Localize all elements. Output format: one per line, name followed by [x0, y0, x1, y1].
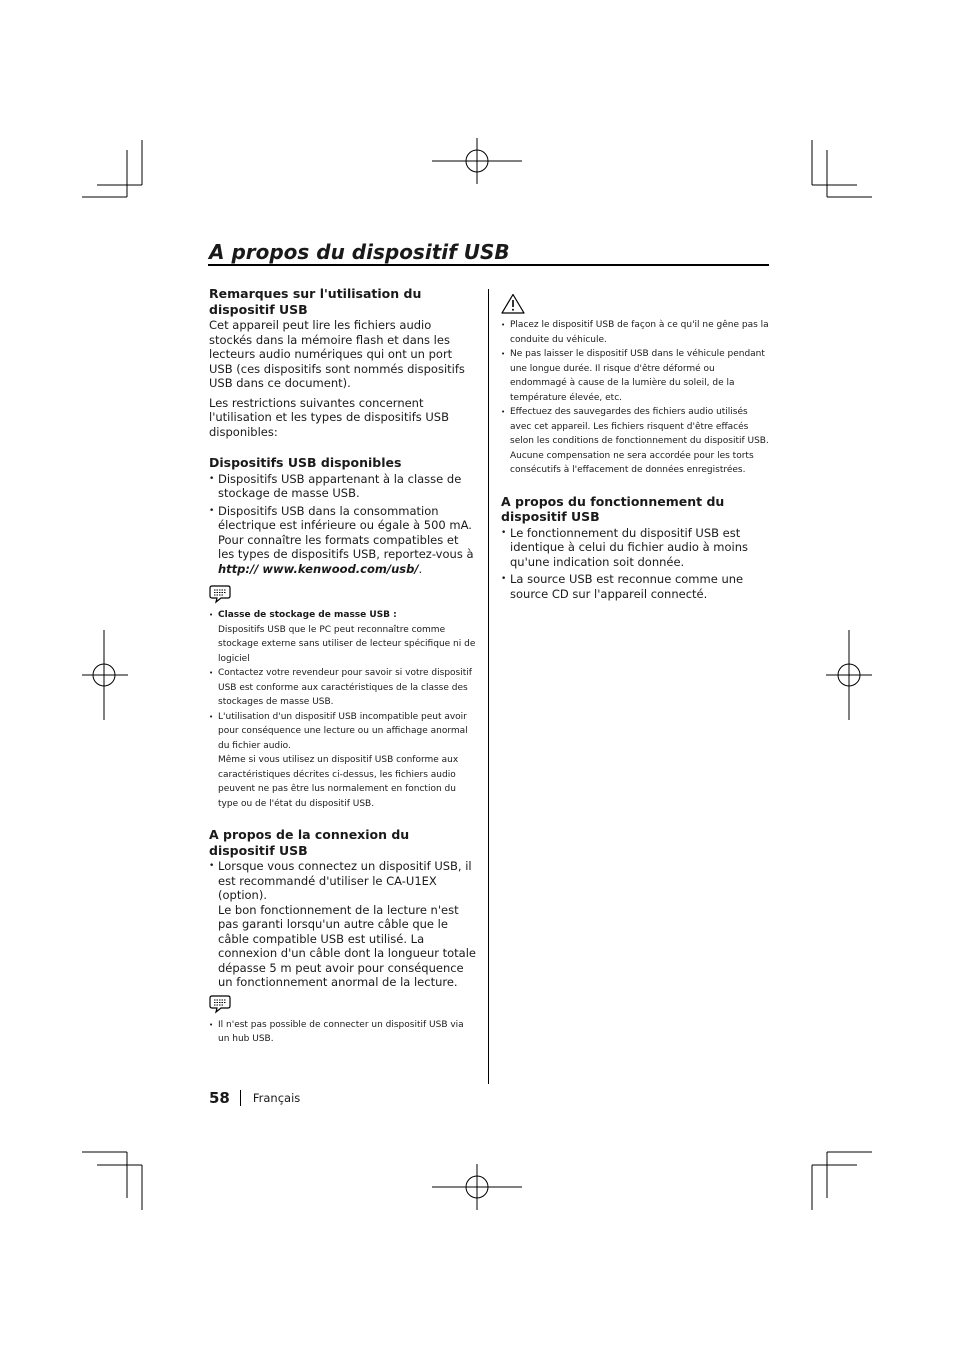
list-item: • La source USB est reconnue comme une source CD sur l'appareil connecté.	[501, 572, 769, 601]
registration-crosshair-icon	[432, 138, 522, 184]
remarks-section	[209, 286, 476, 439]
list-item: • L'utilisation d'un dispositif USB incompatible peut avoir pour conséquence une lecture ou un affichage anormal du fichier audio. Même si vous utilisez un dispositif USB conforme aux caractéristiques décrites ci-dessus, les fichiers audio peuvent ne pas être lus normalement en fonction du type ou de l'état du dispositif USB.	[209, 710, 476, 812]
remarks-paragraph: Cet appareil peut lire les fichiers audio stockés dans la mémoire flash et dans les lecteurs audio numériques qui ont un port USB (ces dispositifs sont nommés dispositifs USB dans ce document).	[209, 318, 465, 390]
remarks-heading: Remarques sur l'utilisation du dispositif USB	[209, 286, 422, 317]
operation-heading: A propos du fonctionnement du dispositif USB	[501, 493, 725, 524]
column-divider	[488, 289, 489, 1084]
crop-mark-icon	[82, 140, 142, 197]
crop-mark-icon	[812, 140, 872, 197]
connection-section	[209, 827, 476, 990]
page-number: 58	[209, 1089, 230, 1107]
right-column	[501, 293, 769, 604]
operation-list	[501, 526, 769, 602]
page-title: A propos du dispositif USB	[209, 240, 510, 264]
list-item: • Dispositifs USB appartenant à la classe de stockage de masse USB.	[209, 472, 476, 501]
notes-list	[209, 608, 476, 811]
list-item: • Lorsque vous connectez un dispositif USB, il est recommandé d'utiliser le CA-U1EX (option). Le bon fonctionnement de la lecture n'est pas garanti lorsqu'un autre câble que le câble compatible USB est utilisé. La connexion d'un câble dont la longueur totale dépasse 5 m peut avoir pour conséquence un fonctionnement anormal de la lecture.	[209, 859, 476, 990]
available-list	[209, 472, 476, 577]
registration-crosshair-icon	[826, 630, 872, 720]
note-icon	[209, 994, 231, 1014]
caution-list	[501, 318, 769, 478]
list-item: • Ne pas laisser le dispositif USB dans le véhicule pendant une longue durée. Il risque d'être déformé ou endommagé à cause de la lumière du soleil, de la température élevée, etc.	[501, 347, 769, 405]
remarks-paragraph: Les restrictions suivantes concernent l'utilisation et les types de dispositifs USB disponibles:	[209, 395, 450, 439]
list-item: • Dispositifs USB dans la consommation électrique est inférieure ou égale à 500 mA. Pour connaître les formats compatibles et les types de dispositifs USB, reportez-vous à http:// www.kenwood.com/usb/.	[209, 504, 476, 577]
list-item: • Effectuez des sauvegardes des fichiers audio utilisés avec cet appareil. Les fichiers risquent d'être effacés selon les conditions de fonctionnement du dispositif USB. Aucune compensation ne sera accordée pour les torts consécutifs à l'effacement de données enregistrées.	[501, 405, 769, 478]
language-label: Français	[252, 1091, 301, 1105]
list-item: • Placez le dispositif USB de façon à ce qu'il ne gêne pas la conduite du véhicule.	[501, 318, 769, 347]
kenwood-usb-link[interactable]: http:// www.kenwood.com/usb/	[218, 561, 419, 576]
left-column	[209, 286, 476, 1047]
caution-triangle-icon	[501, 293, 525, 314]
crop-mark-icon	[812, 1152, 872, 1210]
registration-crosshair-icon	[432, 1164, 522, 1210]
note-icon	[209, 584, 231, 604]
connection-list	[209, 859, 476, 990]
page-footer	[209, 1088, 300, 1108]
available-heading: Dispositifs USB disponibles	[209, 455, 402, 470]
connection-heading: A propos de la connexion du dispositif USB	[209, 827, 410, 858]
crop-mark-icon	[82, 1152, 142, 1210]
list-item: • Classe de stockage de masse USB : Dispositifs USB que le PC peut reconnaître comme stockage externe sans utiliser de lecteur spécifique ni de logiciel	[209, 608, 476, 666]
operation-section	[501, 494, 769, 602]
notes-list	[209, 1018, 476, 1047]
list-item: • Le fonctionnement du dispositif USB est identique à celui du fichier audio à moins qu'une indication soit donnée.	[501, 526, 769, 570]
footer-separator	[240, 1090, 241, 1106]
registration-crosshair-icon	[82, 630, 128, 720]
list-item: • Il n'est pas possible de connecter un dispositif USB via un hub USB.	[209, 1018, 476, 1047]
title-rule	[208, 264, 769, 266]
list-item: • Contactez votre revendeur pour savoir si votre dispositif USB est conforme aux caractéristiques de la classe des stockages de masse USB.	[209, 666, 476, 710]
available-devices-section	[209, 455, 476, 576]
